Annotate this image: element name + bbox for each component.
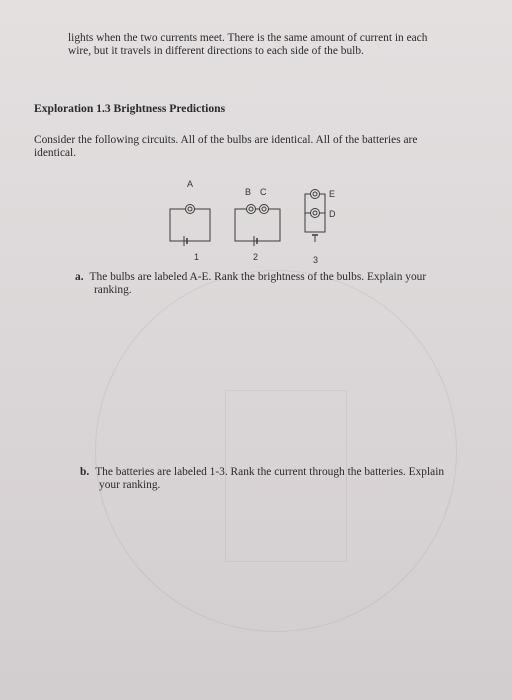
- bulb-label-b: B: [245, 187, 252, 197]
- question-a: [75, 271, 475, 297]
- question-b-line-1: The batteries are labeled 1-3. Rank the current through the batteries. Explain: [95, 466, 445, 478]
- question-b-label: b.: [80, 466, 90, 478]
- circuit-diagram-svg: [160, 176, 360, 266]
- question-a-line-1: The bulbs are labeled A-E. Rank the brightness of the bulbs. Explain your: [89, 271, 427, 283]
- paragraph-top-line-1: lights when the two currents meet. There is the same amount of current in each: [68, 32, 428, 44]
- bulb-label-d: D: [329, 209, 336, 219]
- bulb-e-icon: [311, 190, 320, 199]
- battery-label-1: 1: [194, 252, 200, 262]
- question-b-line-2: your ranking.: [99, 479, 161, 491]
- intro-paragraph: [34, 134, 474, 160]
- bulb-b-icon: [247, 205, 256, 214]
- intro-line-1: Consider the following circuits. All of the bulbs are identical. All of the batteries are: [34, 134, 418, 146]
- bulb-label-e: E: [329, 189, 336, 199]
- exploration-heading: Exploration 1.3 Brightness Predictions: [34, 102, 226, 115]
- bulb-d-icon: [311, 209, 320, 218]
- question-a-line-2: ranking.: [94, 284, 132, 296]
- intro-line-2: identical.: [34, 147, 77, 159]
- circuit-diagrams: [160, 176, 360, 266]
- bulb-a-icon: [186, 205, 195, 214]
- bulb-c-icon: [260, 205, 269, 214]
- bulb-label-c: C: [260, 187, 267, 197]
- battery-label-2: 2: [253, 252, 259, 262]
- battery-label-3: 3: [313, 255, 319, 265]
- paragraph-top: [68, 32, 468, 58]
- question-b: [80, 466, 480, 492]
- bulb-label-a: A: [187, 179, 194, 189]
- paragraph-top-line-2: wire, but it travels in different directions to each side of the bulb.: [68, 45, 364, 57]
- circuit-2-wire: [235, 209, 280, 241]
- question-a-label: a.: [75, 271, 84, 283]
